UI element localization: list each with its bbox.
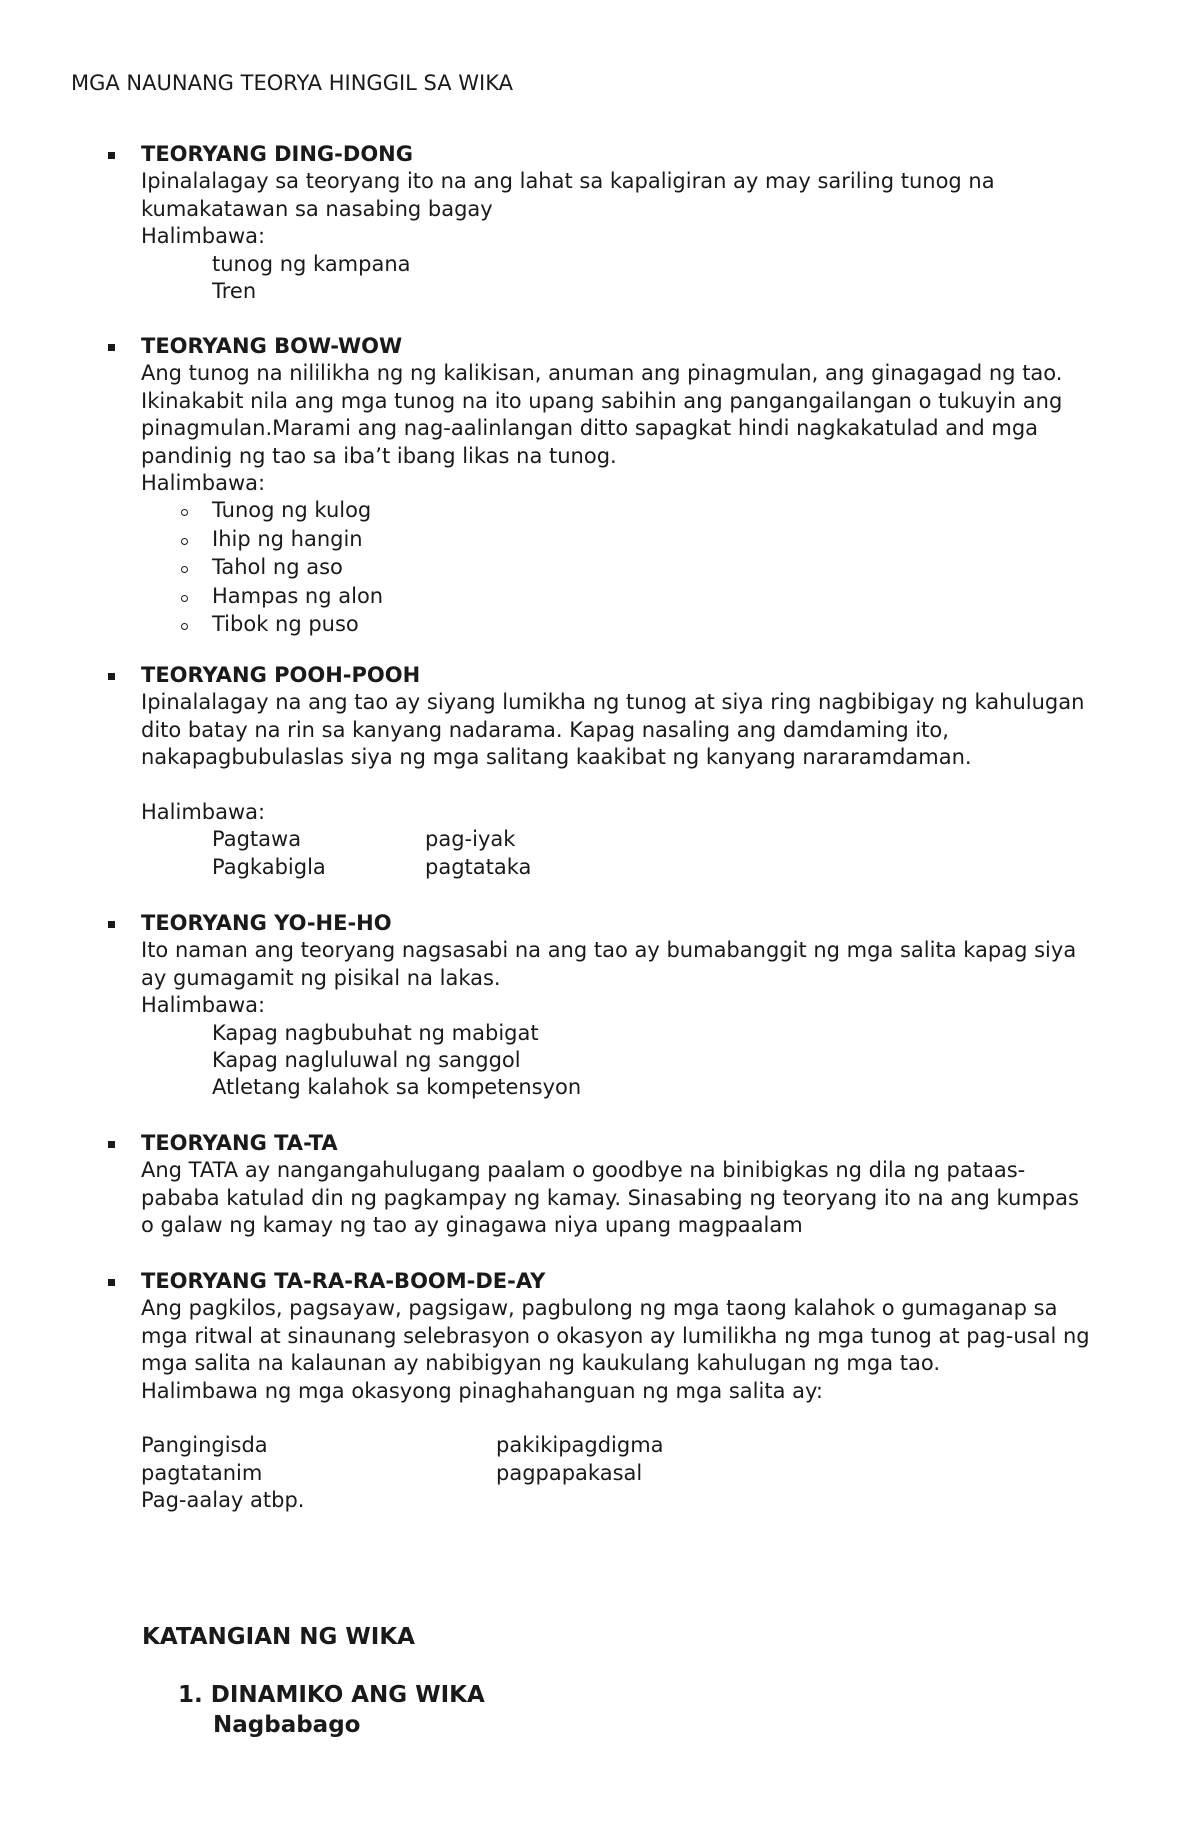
item-title: DINAMIKO ANG WIKA [210,1682,485,1708]
section-heading: TEORYANG BOW-WOW [141,334,403,358]
section-heading: TEORYANG DING-DONG [141,142,413,166]
circle-bullet-icon [181,595,188,602]
square-bullet-icon [108,921,115,928]
body-line: Ipinalalagay na ang tao ay siyang lumikha ng tunog at siya ring nagbibigay ng kahulugan [141,690,1085,715]
example-item: Tahol ng aso [212,555,343,580]
body-line: pandinig ng tao sa iba’t ibang likas na tunog. [141,443,617,468]
section-tarara-boom-de-ay [141,1268,1141,1515]
body-line: kumakatawan sa nasabing bagay [141,196,493,221]
body-line: pababa katulad din ng pagkampay ng kamay. Sinasabing ng teoryang ito na ang kumpas [141,1185,1079,1210]
body-line: Ikinakabit nila ang mga tunog na ito upang sabihin ang pangangailangan o tukuyin ang [141,388,1063,413]
square-bullet-icon [108,1141,115,1148]
body-line: Ang TATA ay nangangahulugang paalam o goodbye na binibigkas ng dila ng pataas- [141,1158,1026,1183]
body-line: pinagmulan.Marami ang nag-aalinlangan ditto sapagkat hindi nagkakatulad and mga [141,416,1039,441]
section-pooh-pooh [141,662,1141,881]
circle-bullet-icon [181,623,188,630]
list-item [141,554,1141,583]
square-bullet-icon [108,152,115,159]
section-heading: TEORYANG POOH-POOH [141,663,421,687]
example-item: Tren [212,279,257,304]
body-line: nakapagbubulaslas siya ng mga salitang kaakibat ng kanyang nararamdaman. [141,745,972,770]
example-label: Halimbawa: [141,471,266,496]
body-line: ay gumagamit ng pisikal na lakas. [141,965,501,990]
square-bullet-icon [108,673,115,680]
example-item: Kapag nagbubuhat ng mabigat [212,1020,539,1045]
square-bullet-icon [108,1279,115,1286]
circle-bullet-icon [181,509,188,516]
list-item [141,526,1141,555]
katangian-item [178,1680,485,1740]
section-bow-wow [141,333,1141,640]
example-item: Tunog ng kulog [212,498,372,523]
example-grid [141,826,1141,881]
section-heading: TEORYANG YO-HE-HO [141,911,392,935]
body-line: Halimbawa ng mga okasyong pinaghahanguan ng mga salita ay: [141,1378,823,1403]
item-description: Nagbabago [213,1712,361,1738]
body-line: mga salita na kalaunan ay nabibigyan ng kaukulang kahulugan ng mga tao. [141,1351,941,1376]
example-item: Pangingisda [141,1433,268,1458]
example-item: Pag-aalay atbp. [141,1488,305,1513]
example-item: pakikipagdigma [496,1433,664,1458]
circle-bullet-icon [181,566,188,573]
example-label: Halimbawa: [141,224,266,249]
section-ta-ta [141,1130,1141,1240]
list-item [141,497,1141,526]
section-ding-dong [141,141,1141,305]
list-item [141,611,1141,640]
example-item: Tibok ng puso [212,612,359,637]
body-line: Ang tunog na nililikha ng ng kalikisan, anuman ang pinagmulan, ang ginagagad ng tao. [141,361,1063,386]
example-item: tunog ng kampana [212,251,411,276]
example-item: pagtataka [425,854,532,879]
document-title: MGA NAUNANG TEORYA HINGGIL SA WIKA [71,71,514,95]
circle-bullet-icon [181,538,188,545]
example-label: Halimbawa: [141,993,266,1018]
example-grid [141,1432,1141,1514]
section-heading: TEORYANG TA-RA-RA-BOOM-DE-AY [141,1269,546,1293]
section-yo-he-ho [141,910,1141,1102]
body-line: Ipinalalagay sa teoryang ito na ang lahat sa kapaligiran ay may sariling tunog na [141,169,995,194]
body-line: Ang pagkilos, pagsayaw, pagsigaw, pagbulong ng mga taong kalahok o gumaganap sa [141,1296,1058,1321]
example-item: Hampas ng alon [212,583,384,608]
example-item: Pagkabigla [212,854,326,879]
example-item: pagpapakasal [496,1460,643,1485]
body-line: Ito naman ang teoryang nagsasabi na ang tao ay bumabanggit ng mga salita kapag siya [141,938,1077,963]
body-line: o galaw ng kamay ng tao ay ginagawa niya upang magpaalam [141,1213,803,1238]
example-item: Atletang kalahok sa kompetensyon [212,1075,582,1100]
example-item: Ihip ng hangin [212,526,363,551]
example-item: pag-iyak [425,827,516,852]
example-label: Halimbawa: [141,800,266,825]
example-list [141,497,1141,640]
katangian-item-heading [178,1680,485,1710]
example-item: pagtatanim [141,1460,263,1485]
square-bullet-icon [108,344,115,351]
section-heading: TEORYANG TA-TA [141,1131,338,1155]
body-line: mga ritwal at sinaunang selebrasyon o okasyon ay lumilikha ng mga tunog at pag-usal ng [141,1323,1090,1348]
body-line: dito batay na rin sa kanyang nadarama. Kapag nasaling ang damdaming ito, [141,717,949,742]
example-item [496,1487,1141,1514]
katangian-title: KATANGIAN NG WIKA [142,1624,415,1650]
item-number: 1. [178,1682,203,1708]
example-item: Kapag nagluluwal ng sanggol [212,1048,521,1073]
example-item: Pagtawa [212,827,302,852]
list-item [141,583,1141,612]
